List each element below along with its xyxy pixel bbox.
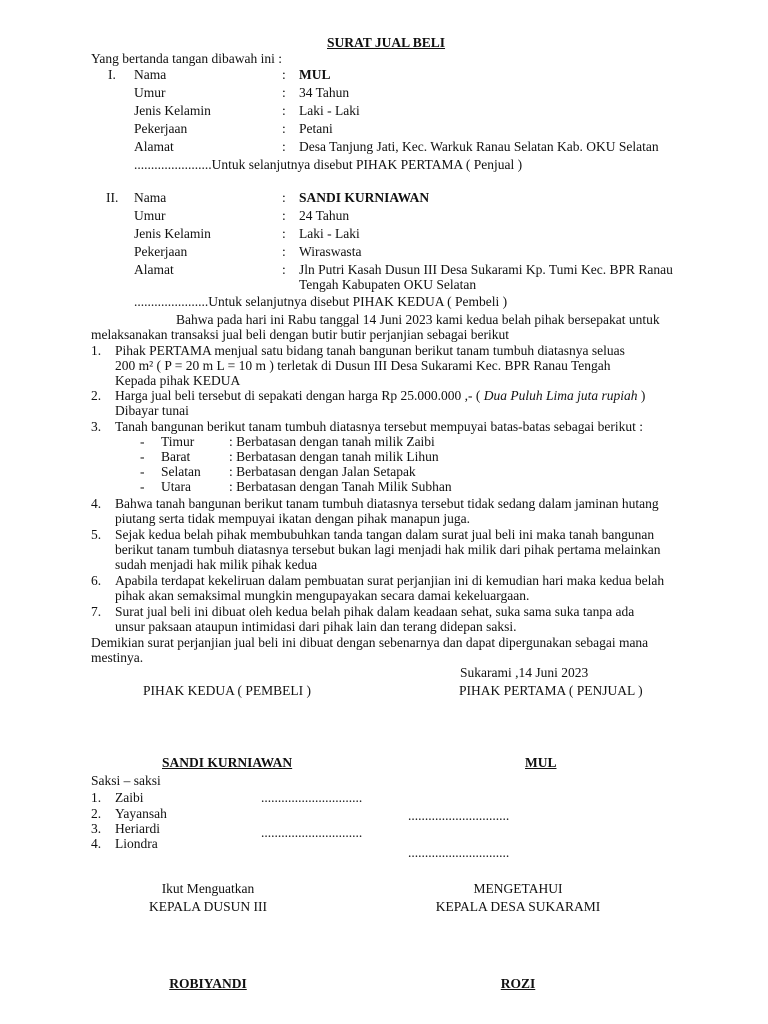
document-title: SURAT JUAL BELI <box>327 35 446 50</box>
clause-5-line3: sudah menjadi hak milik pihak kedua <box>115 557 318 572</box>
boundary-dash: - <box>140 449 145 464</box>
boundary-direction: Timur <box>161 434 195 449</box>
kepala-dusun-title: KEPALA DUSUN III <box>148 899 267 914</box>
clause-number: 6. <box>91 573 102 588</box>
label-alamat: Alamat <box>134 139 174 154</box>
party-one-numeral: I. <box>108 67 116 82</box>
party-two-age: 24 Tahun <box>299 208 350 223</box>
witness-1-signature-line: .............................. <box>261 790 363 805</box>
boundary-description: : Berbatasan dengan Tanah Milik Subhan <box>229 479 452 494</box>
witness-name: Yayansah <box>115 806 167 821</box>
clause-7-line2: unsur paksaan ataupun intimidasi dari pihak lain dan terang didepan saksi. <box>115 619 517 634</box>
witness-3-signature-line: .............................. <box>261 825 363 840</box>
clause-3-line1: Tanah bangunan berikut tanam tumbuh diatasnya tersebut mempuyai batas-batas sebagai berikut : <box>115 419 644 434</box>
closing-line1: Demikian surat perjanjian jual beli ini dibuat dengan sebenarnya dan dapat dipergunakan sebagai mana <box>91 635 649 650</box>
clause-number: 2. <box>91 388 102 403</box>
witness-number: 3. <box>91 821 102 836</box>
label-umur: Umur <box>134 208 166 223</box>
closing-line2: mestinya. <box>91 650 144 665</box>
boundary-description: : Berbatasan dengan tanah milik Lihun <box>229 449 439 464</box>
party-two-address-line1: Jln Putri Kasah Dusun III Desa Sukarami Kp. Tumi Kec. BPR Ranau <box>299 262 673 277</box>
boundary-direction: Utara <box>161 479 191 494</box>
boundary-direction: Selatan <box>161 464 201 479</box>
label-nama: Nama <box>134 190 167 205</box>
price-in-words: Dua Puluh Lima juta rupiah <box>483 388 638 403</box>
label-pekerjaan: Pekerjaan <box>134 121 188 136</box>
preamble-line2: melaksanakan transaksi jual beli dengan butir butir perjanjian sebagai berikut <box>91 327 509 342</box>
witness-2-signature-line: .............................. <box>408 808 510 823</box>
colon: : <box>282 208 286 223</box>
colon: : <box>282 85 286 100</box>
colon: : <box>282 262 286 277</box>
label-nama: Nama <box>134 67 167 82</box>
label-umur: Umur <box>134 85 166 100</box>
party-two-numeral: II. <box>106 190 119 205</box>
colon: : <box>282 139 286 154</box>
clause-number: 4. <box>91 496 102 511</box>
clause-number: 7. <box>91 604 102 619</box>
ikut-menguatkan: Ikut Menguatkan <box>161 881 255 896</box>
witness-number: 1. <box>91 790 102 805</box>
clause-2-line1 <box>115 388 645 403</box>
colon: : <box>282 190 286 205</box>
boundary-dash: - <box>140 434 145 449</box>
party-one-note: .......................Untuk selanjutnya disebut PIHAK PERTAMA ( Penjual ) <box>134 157 523 172</box>
buyer-signature-name: SANDI KURNIAWAN <box>162 755 293 770</box>
mengetahui: MENGETAHUI <box>473 881 563 896</box>
clause-2-close: ) <box>637 388 646 403</box>
label-pekerjaan: Pekerjaan <box>134 244 188 259</box>
party-one-address: Desa Tanjung Jati, Kec. Warkuk Ranau Selatan Kab. OKU Selatan <box>299 139 659 154</box>
place-date: Sukarami ,14 Juni 2023 <box>460 665 589 680</box>
clause-number: 5. <box>91 527 102 542</box>
buyer-label: PIHAK KEDUA ( PEMBELI ) <box>143 683 311 698</box>
party-one-occupation: Petani <box>299 121 333 136</box>
clause-5-line1: Sejak kedua belah pihak membubuhkan tanda tangan dalam surat jual beli ini maka tanah bangunan <box>115 527 655 542</box>
boundary-description: : Berbatasan dengan tanah milik Zaibi <box>229 434 435 449</box>
clause-4-line2: piutang serta tidak mempuyai ikatan dengan pihak manapun juga. <box>115 511 471 526</box>
boundary-description: : Berbatasan dengan Jalan Setapak <box>229 464 416 479</box>
boundary-dash: - <box>140 479 145 494</box>
clause-number: 1. <box>91 343 102 358</box>
clause-1-line2: 200 m² ( P = 20 m L = 10 m ) terletak di Dusun III Desa Sukarami Kec. BPR Ranau Tengah <box>115 358 611 373</box>
clause-2-line2: Dibayar tunai <box>115 403 189 418</box>
party-one-age: 34 Tahun <box>299 85 350 100</box>
clause-6-line2: pihak akan semaksimal mungkin mengupayakan secara damai kekeluargaan. <box>115 588 530 603</box>
party-two-note: ......................Untuk selanjutnya disebut PIHAK KEDUA ( Pembeli ) <box>134 294 508 309</box>
boundary-direction: Barat <box>161 449 191 464</box>
witness-name: Liondra <box>115 836 158 851</box>
witness-number: 4. <box>91 836 102 851</box>
clause-1-line3: Kepada pihak KEDUA <box>115 373 241 388</box>
seller-signature-name: MUL <box>525 755 557 770</box>
kepala-desa-name: ROZI <box>500 976 536 991</box>
label-alamat: Alamat <box>134 262 174 277</box>
label-jenis-kelamin: Jenis Kelamin <box>134 226 211 241</box>
clause-4-line1: Bahwa tanah bangunan berikut tanam tumbuh diatasnya tersebut tidak sedang dalam jaminan hutang <box>115 496 659 511</box>
witness-name: Heriardi <box>115 821 160 836</box>
party-two-address-line2: Tengah Kabupaten OKU Selatan <box>299 277 477 292</box>
label-jenis-kelamin: Jenis Kelamin <box>134 103 211 118</box>
kepala-desa-title: KEPALA DESA SUKARAMI <box>435 899 601 914</box>
colon: : <box>282 226 286 241</box>
intro-text: Yang bertanda tangan dibawah ini : <box>91 51 282 66</box>
party-one-gender: Laki - Laki <box>299 103 360 118</box>
seller-label: PIHAK PERTAMA ( PENJUAL ) <box>459 683 643 698</box>
party-one-name: MUL <box>299 67 331 82</box>
witness-4-signature-line: .............................. <box>408 845 510 860</box>
clause-5-line2: berikut tanam tumbuh diatasnya tersebut bukan lagi menjadi hak milik dari pihak pertama melainkan <box>115 542 661 557</box>
colon: : <box>282 67 286 82</box>
colon: : <box>282 121 286 136</box>
clause-number: 3. <box>91 419 102 434</box>
colon: : <box>282 103 286 118</box>
witness-number: 2. <box>91 806 102 821</box>
witness-name: Zaibi <box>115 790 144 805</box>
kepala-dusun-name: ROBIYANDI <box>169 976 247 991</box>
preamble-line1: Bahwa pada hari ini Rabu tanggal 14 Juni 2023 kami kedua belah pihak bersepakat untuk <box>176 312 660 327</box>
party-two-occupation: Wiraswasta <box>299 244 362 259</box>
party-two-name: SANDI KURNIAWAN <box>299 190 430 205</box>
colon: : <box>282 244 286 259</box>
party-two-gender: Laki - Laki <box>299 226 360 241</box>
boundary-dash: - <box>140 464 145 479</box>
witness-title: Saksi – saksi <box>91 773 161 788</box>
clause-1-line1: Pihak PERTAMA menjual satu bidang tanah bangunan berikut tanam tumbuh diatasnya seluas <box>115 343 625 358</box>
clause-2-text: Harga jual beli tersebut di sepakati dengan harga Rp 25.000.000 ,- ( <box>115 388 484 403</box>
clause-7-line1: Surat jual beli ini dibuat oleh kedua belah pihak dalam keadaan sehat, suka sama suka tanpa ada <box>115 604 635 619</box>
clause-6-line1: Apabila terdapat kekeliruan dalam pembuatan surat perjanjian ini di kemudian hari maka kedua belah <box>115 573 665 588</box>
